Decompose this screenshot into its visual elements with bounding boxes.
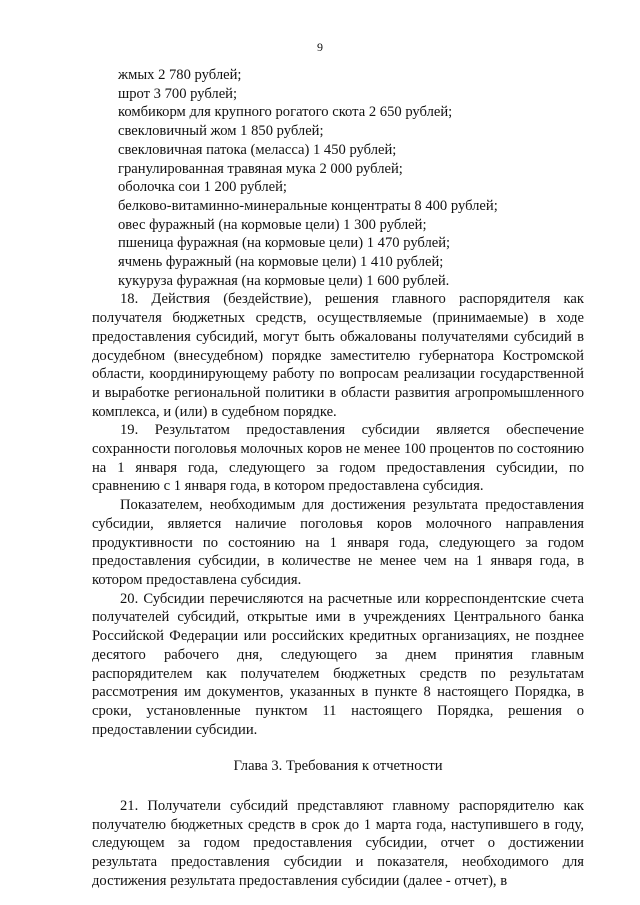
- list-item: гранулированная травяная мука 2 000 рублей;: [118, 160, 403, 177]
- paragraph-19-indicator: Показателем, необходимым для достижения результата предоставления субсидии, является наличие поголовья коров молочного направления продуктивности по состоянию на 1 января года, следующего за годом предоставления субсидии, в количестве не менее чем на 1 января года, в котором предоставлена субсидия.: [92, 497, 584, 588]
- paragraph-20: 20. Субсидии перечисляются на расчетные или корреспондентские счета получателей субсидий, открытые ими в учреждениях Центрального банка Российской Федерации или российских кредитных организациях, не позднее десятого рабочего дня, следующего за днем принятия главным распорядителем как получателем бюджетных средств по результатам рассмотрения им документов, указанных в пункте 8 настоящего Порядка, в сроки, установленные пунктом 11 настоящего Порядка, решения о предоставлении субсидии.: [92, 590, 584, 738]
- paragraph-18: 18. Действия (бездействие), решения главного распорядителя как получателя бюджетных средств, осуществляемые (принимаемые) в ходе предоставления субсидий, могут быть обжалованы получателями субсидий в досудебном (внесудебном) порядке заместителю губернатора Костромской области, координирующему работу по вопросам реализации государственной и выработке региональной политики в области развития агропромышленного комплекса, и (или) в судебном порядке.: [92, 291, 584, 420]
- page-number: 9: [317, 40, 323, 54]
- list-item: жмых 2 780 рублей;: [118, 67, 242, 83]
- list-item: свекловичная патока (меласса) 1 450 рублей;: [118, 141, 397, 158]
- paragraph-19: 19. Результатом предоставления субсидии является обеспечение сохранности поголовья молочных коров не менее 100 процентов по состоянию на 1 января года, следующего за годом предоставления субсидии, по сравнению с 1 января года, в котором предоставлена субсидия.: [92, 422, 584, 495]
- feed-price-list: [118, 66, 584, 290]
- list-item: комбикорм для крупного рогатого скота 2 650 рублей;: [118, 104, 453, 121]
- list-item: шрот 3 700 рублей;: [118, 85, 238, 102]
- list-item: свекловичный жом 1 850 рублей;: [118, 123, 324, 140]
- list-item: пшеница фуражная (на кормовые цели) 1 470 рублей;: [118, 235, 451, 252]
- document-body: [92, 66, 584, 891]
- list-item: кукуруза фуражная (на кормовые цели) 1 600 рублей.: [118, 272, 450, 289]
- list-item: овес фуражный (на кормовые цели) 1 300 рублей;: [118, 216, 427, 233]
- list-item: оболочка сои 1 200 рублей;: [118, 179, 287, 196]
- list-item: ячмень фуражный (на кормовые цели) 1 410 рублей;: [118, 254, 444, 271]
- list-item: белково-витаминно-минеральные концентраты 8 400 рублей;: [118, 197, 498, 214]
- chapter-3-heading: Глава 3. Требования к отчетности: [233, 758, 443, 775]
- paragraph-21: 21. Получатели субсидий представляют главному распорядителю как получателю бюджетных средств в срок до 1 марта года, наступившего в году, следующем за годом предоставления субсидии, отчет о достижении результата предоставления субсидии и показателя, необходимого для достижения результата предоставления субсидии (далее - отчет), в: [92, 798, 584, 889]
